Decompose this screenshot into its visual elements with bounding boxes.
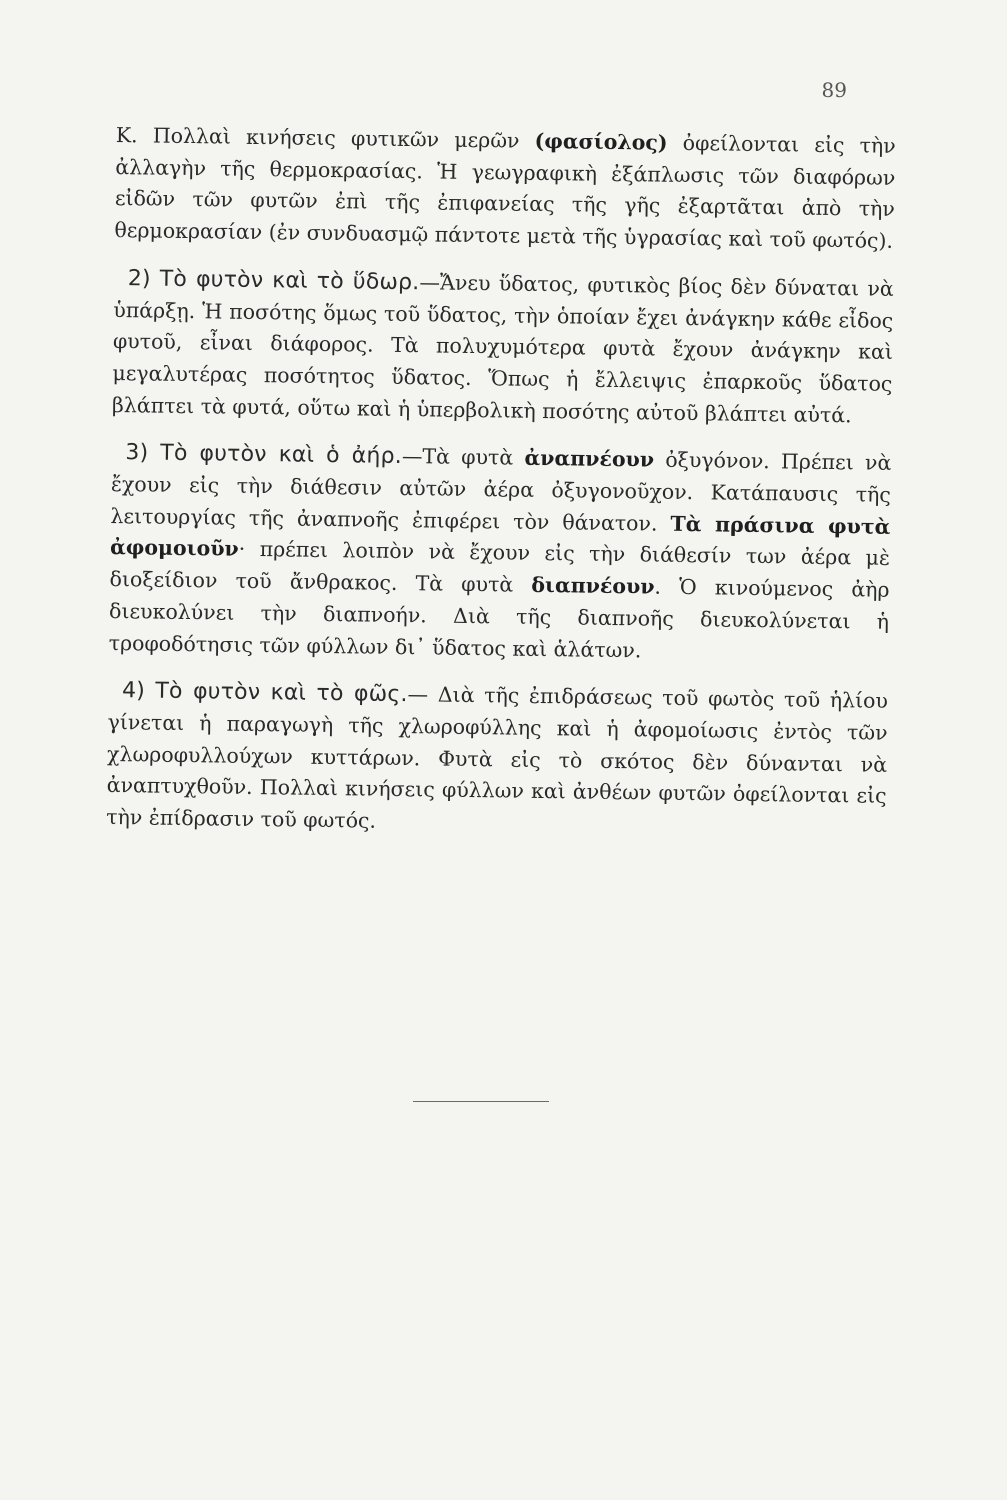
bold-term-transpire: διαπνέουν [531,572,655,599]
paragraph-air [108,437,891,670]
section-divider [413,1101,549,1102]
paragraph-light [106,675,888,844]
paragraph-text: —Τὰ φυτὰ [401,444,525,471]
paragraph-text: Κ. Πολλαὶ κινήσεις φυτικῶν μερῶν [115,122,535,153]
paragraph-text: · πρέπει λοιπὸν νὰ ἔχουν εἰς τὴν διάθεσίν των ἀέρα μὲ διοξείδιον τοῦ ἄνθρακος. Τὰ φυτὰ [109,537,891,597]
paragraph-text: ὀφείλονται εἰς τὴν ἀλλαγὴν τῆς θερμοκρασίας. Ἡ γεωγραφικὴ ἐξάπλωσις τῶν διαφόρων εἰδῶν τῶν φυτῶν ἐπὶ τῆς ἐπιφανείας τῆς γῆς ἐξαρτᾶται ἀπὸ τὴν θερμοκρασίαν (ἐν συνδυασμῷ πάντοτε μετὰ τῆς ὑγρασίας καὶ τοῦ φωτός). [114,130,896,253]
paragraph-text: — Διὰ τῆς ἐπιδράσεως τοῦ φωτὸς τοῦ ἡλίου γίνεται ἡ παραγωγὴ τῆς χλωροφύλλης καὶ ἡ ἀφομοίωσις ἐντὸς τῶν χλωροφυλλούχων κυττάρων. Φυτὰ εἰς τὸ σκότος δὲν δύνανται νὰ ἀναπτυχθοῦν. Πολλαὶ κινήσεις φύλλων καὶ ἀνθέων φυτῶν ὀφείλονται εἰς τὴν ἐπίδρασιν τοῦ φωτός. [106,682,889,833]
page-number: 89 [821,78,847,102]
section-heading-air: 3) Τὸ φυτὸν καὶ ὁ ἀήρ. [125,440,403,470]
section-heading-water: 2) Τὸ φυτὸν καὶ τὸ ὕδωρ. [127,265,420,296]
bold-term-breathe: ἀναπνέουν [524,446,655,472]
paragraph-text: . Ὁ κινούμενος ἀὴρ διευκολύνει τὴν διαπνοήν. Διὰ τῆς διαπνοῆς διευκολύνεται ἡ τροφοδότησις τῶν φύλλων δι᾽ ὕδατος καὶ ἁλάτων. [108,574,890,662]
body-text [106,120,896,845]
paragraph-text: —Ἄνευ ὕδατος, φυτικὸς βίος δὲν δύναται νὰ ὑπάρξῃ. Ἡ ποσότης ὅμως τοῦ ὕδατος, τὴν ὁποίαν ἔχει ἀνάγκην κάθε εἶδος φυτοῦ, εἶναι διάφορος. Τὰ πολυχυμότερα φυτὰ ἔχουν ἀνάγκην καὶ μεγαλυτέρας ποσότητος ὕδατος. Ὅπως ἡ ἔλλειψις ἐπαρκοῦς ὕδατος βλάπτει τὰ φυτά, οὕτω καὶ ἡ ὑπερβολικὴ ποσότης αὐτοῦ βλάπτει αὐτά. [111,270,894,427]
section-heading-light: 4) Τὸ φυτὸν καὶ τὸ φῶς. [121,678,408,708]
paragraph-water [112,263,894,432]
paragraph-text: ὀξυγόνον. Πρέπει νὰ ἔχουν εἰς τὴν διάθεσιν αὐτῶν ἀέρα ὀξυγονοῦχον. Κατάπαυσις τῆς λειτουργίας τῆς ἀναπνοῆς ἐπιφέρει τὸν θάνατον. [110,447,892,536]
bold-term-fasiolos: (φασίολος) [534,128,668,155]
paragraph-temperature [114,120,896,258]
bold-term-assimilate: Τὰ πράσινα φυτὰ ἀφομοιοῦν [109,511,891,562]
